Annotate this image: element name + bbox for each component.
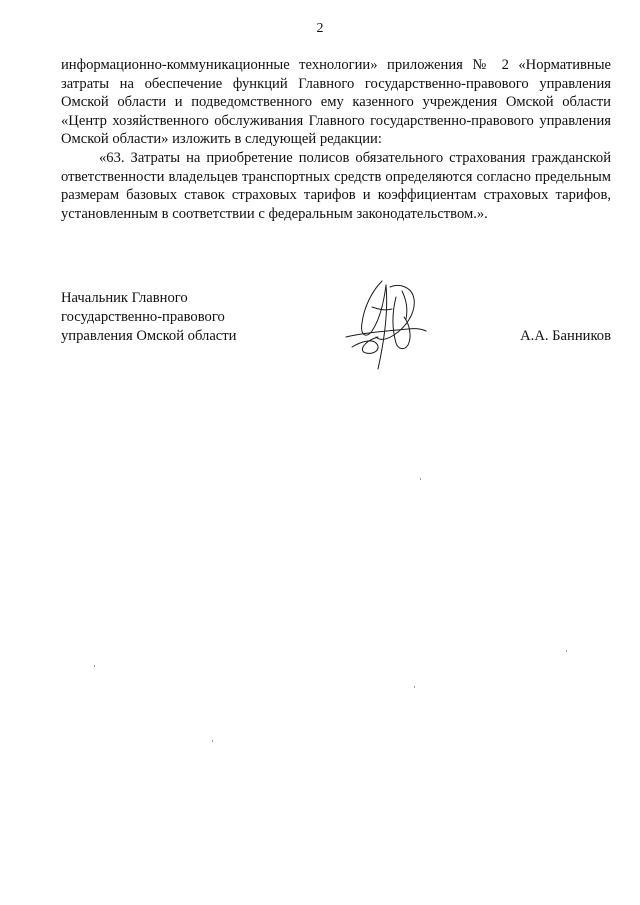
scan-speck — [420, 478, 421, 480]
scan-speck — [566, 650, 567, 652]
paragraph-amendment-intro: информационно-коммуникационные технологии» приложения № 2 «Нормативные затраты на обеспечение функций Главного государственно-правового управления Омской области и подведомственного ему казенного учреждения Омской области «Центр хозяйственного обслуживания Главного государственно-правового управления Омской области» изложить в следующей редакции: — [61, 57, 611, 148]
signature-block — [61, 289, 611, 399]
signer-position-line: управления Омской области — [61, 328, 237, 344]
scan-speck — [414, 686, 415, 688]
signer-position — [61, 289, 236, 346]
document-body — [61, 56, 611, 223]
scan-speck — [212, 740, 213, 742]
handwritten-signature — [342, 277, 432, 377]
signer-name: А.А. Банников — [520, 328, 611, 344]
scan-speck — [94, 665, 95, 667]
signer-position-line: Начальник Главного — [61, 290, 188, 306]
signer-position-line: государственно-правового — [61, 309, 225, 325]
paragraph-clause-63: «63. Затраты на приобретение полисов обязательного страхования гражданской ответственности владельцев транспортных средств определяются согласно предельным размерам базовых ставок страховых тарифов и коэффициентам страховых тарифов, установленным в соответствии с федеральным законодательством.». — [61, 149, 611, 222]
page-number: 2 — [316, 21, 324, 36]
